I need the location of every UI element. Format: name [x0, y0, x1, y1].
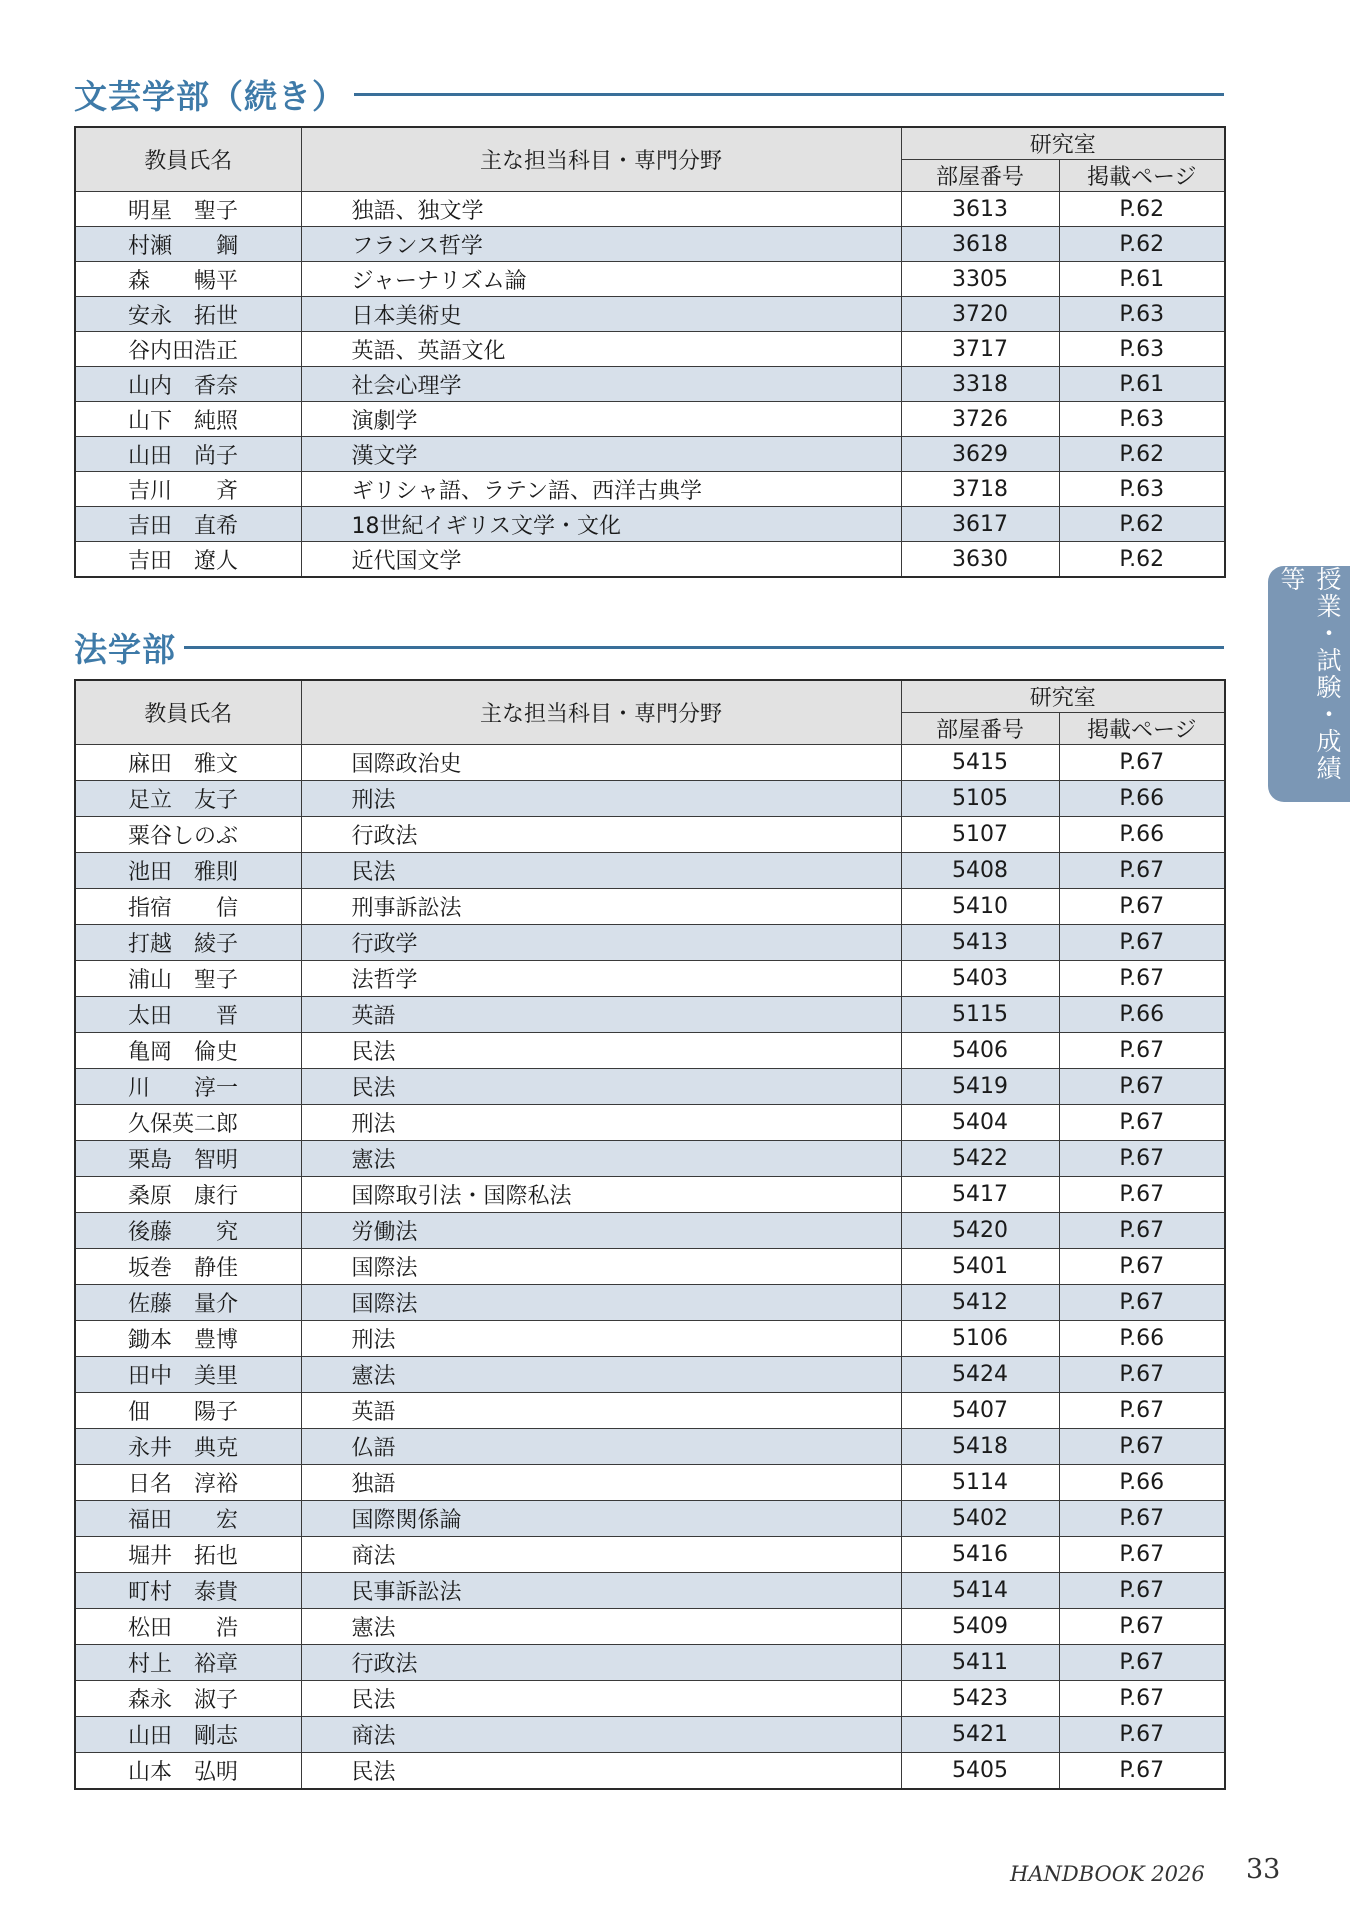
teacher-name: 谷内田浩正	[75, 332, 301, 367]
table-row	[75, 227, 1225, 262]
room-number: 3629	[901, 437, 1059, 472]
page-ref: P.67	[1059, 1213, 1225, 1249]
page-ref: P.67	[1059, 1501, 1225, 1537]
page-ref: P.66	[1059, 997, 1225, 1033]
table-row	[75, 542, 1225, 578]
table-row	[75, 1645, 1225, 1681]
page-ref: P.67	[1059, 1609, 1225, 1645]
table-row	[75, 1753, 1225, 1790]
table-row	[75, 1717, 1225, 1753]
room-number: 5418	[901, 1429, 1059, 1465]
subject: 民法	[301, 853, 901, 889]
room-number: 5412	[901, 1285, 1059, 1321]
room-number: 3618	[901, 227, 1059, 262]
page-ref: P.61	[1059, 367, 1225, 402]
teacher-name: 坂巻 静佳	[75, 1249, 301, 1285]
table-row	[75, 817, 1225, 853]
page-ref: P.67	[1059, 961, 1225, 997]
section-title: 法学部	[74, 629, 176, 669]
header-name: 教員氏名	[75, 680, 301, 745]
room-number: 3617	[901, 507, 1059, 542]
subject: 刑事訴訟法	[301, 889, 901, 925]
subject: 民法	[301, 1033, 901, 1069]
table-row	[75, 1465, 1225, 1501]
subject: 漢文学	[301, 437, 901, 472]
page-ref: P.67	[1059, 1537, 1225, 1573]
subject: 刑法	[301, 1105, 901, 1141]
page-ref: P.63	[1059, 402, 1225, 437]
room-number: 5406	[901, 1033, 1059, 1069]
subject: 英語、英語文化	[301, 332, 901, 367]
room-number: 5415	[901, 745, 1059, 781]
header-page: 掲載ページ	[1059, 160, 1225, 192]
room-number: 5420	[901, 1213, 1059, 1249]
page-ref: P.62	[1059, 227, 1225, 262]
table-row	[75, 1249, 1225, 1285]
table-row	[75, 472, 1225, 507]
teacher-name: 田中 美里	[75, 1357, 301, 1393]
footer-handbook: HANDBOOK 2026	[1010, 1862, 1205, 1886]
room-number: 5413	[901, 925, 1059, 961]
room-number: 5422	[901, 1141, 1059, 1177]
header-subject: 主な担当科目・専門分野	[301, 127, 901, 192]
subject: 行政法	[301, 817, 901, 853]
room-number: 5105	[901, 781, 1059, 817]
subject: 商法	[301, 1717, 901, 1753]
room-number: 5419	[901, 1069, 1059, 1105]
table-row	[75, 1285, 1225, 1321]
table-row	[75, 1429, 1225, 1465]
faculty-table	[74, 679, 1226, 1790]
page-ref: P.67	[1059, 925, 1225, 961]
teacher-name: 山下 純照	[75, 402, 301, 437]
table-row	[75, 1573, 1225, 1609]
subject: 民法	[301, 1681, 901, 1717]
table-row	[75, 925, 1225, 961]
table-row	[75, 192, 1225, 227]
room-number: 5404	[901, 1105, 1059, 1141]
room-number: 3305	[901, 262, 1059, 297]
room-number: 5409	[901, 1609, 1059, 1645]
subject: 憲法	[301, 1141, 901, 1177]
title-rule	[184, 646, 1224, 649]
room-number: 3720	[901, 297, 1059, 332]
page-ref: P.66	[1059, 781, 1225, 817]
room-number: 5414	[901, 1573, 1059, 1609]
teacher-name: 池田 雅則	[75, 853, 301, 889]
subject: 憲法	[301, 1357, 901, 1393]
table-row	[75, 437, 1225, 472]
section-header	[74, 615, 1224, 679]
page-ref: P.67	[1059, 1033, 1225, 1069]
table-row	[75, 1393, 1225, 1429]
subject: 仏語	[301, 1429, 901, 1465]
teacher-name: 佐藤 量介	[75, 1285, 301, 1321]
teacher-name: 佃 陽子	[75, 1393, 301, 1429]
subject: 独語、独文学	[301, 192, 901, 227]
room-number: 5421	[901, 1717, 1059, 1753]
room-number: 5417	[901, 1177, 1059, 1213]
subject: 社会心理学	[301, 367, 901, 402]
subject: 法哲学	[301, 961, 901, 997]
teacher-name: 町村 泰貴	[75, 1573, 301, 1609]
table-row	[75, 853, 1225, 889]
page-ref: P.63	[1059, 332, 1225, 367]
page-ref: P.67	[1059, 1393, 1225, 1429]
teacher-name: 山田 剛志	[75, 1717, 301, 1753]
table-row	[75, 332, 1225, 367]
subject: 演劇学	[301, 402, 901, 437]
section-header	[74, 62, 1224, 126]
table-row	[75, 402, 1225, 437]
teacher-name: 吉田 直希	[75, 507, 301, 542]
subject: 国際関係論	[301, 1501, 901, 1537]
table-row	[75, 507, 1225, 542]
subject: 民法	[301, 1069, 901, 1105]
teacher-name: 堀井 拓也	[75, 1537, 301, 1573]
room-number: 5401	[901, 1249, 1059, 1285]
subject: 民法	[301, 1753, 901, 1790]
room-number: 5403	[901, 961, 1059, 997]
page-ref: P.66	[1059, 817, 1225, 853]
table-row	[75, 781, 1225, 817]
subject: 近代国文学	[301, 542, 901, 578]
side-tab-label: 授業・試験・成績等	[1277, 566, 1342, 782]
page-ref: P.61	[1059, 262, 1225, 297]
subject: 商法	[301, 1537, 901, 1573]
teacher-name: 亀岡 倫史	[75, 1033, 301, 1069]
subject: 英語	[301, 1393, 901, 1429]
subject: 行政法	[301, 1645, 901, 1681]
page-ref: P.66	[1059, 1465, 1225, 1501]
teacher-name: 打越 綾子	[75, 925, 301, 961]
page-ref: P.67	[1059, 745, 1225, 781]
room-number: 5411	[901, 1645, 1059, 1681]
section-title: 文芸学部（続き）	[74, 76, 346, 116]
teacher-name: 太田 晋	[75, 997, 301, 1033]
teacher-name: 栗島 智明	[75, 1141, 301, 1177]
table-row	[75, 1609, 1225, 1645]
page-ref: P.67	[1059, 1069, 1225, 1105]
teacher-name: 鋤本 豊博	[75, 1321, 301, 1357]
table-row	[75, 262, 1225, 297]
teacher-name: 明星 聖子	[75, 192, 301, 227]
teacher-name: 後藤 究	[75, 1213, 301, 1249]
page-ref: P.63	[1059, 297, 1225, 332]
subject: 18世紀イギリス文学・文化	[301, 507, 901, 542]
subject: 労働法	[301, 1213, 901, 1249]
subject: 国際法	[301, 1285, 901, 1321]
table-row	[75, 1537, 1225, 1573]
page-number: 33	[1246, 1854, 1281, 1885]
teacher-name: 粟谷しのぶ	[75, 817, 301, 853]
teacher-name: 山本 弘明	[75, 1753, 301, 1790]
table-row	[75, 1357, 1225, 1393]
subject: 英語	[301, 997, 901, 1033]
table-row	[75, 1501, 1225, 1537]
subject: 国際法	[301, 1249, 901, 1285]
room-number: 5408	[901, 853, 1059, 889]
subject: 刑法	[301, 1321, 901, 1357]
room-number: 3726	[901, 402, 1059, 437]
teacher-name: 足立 友子	[75, 781, 301, 817]
room-number: 3717	[901, 332, 1059, 367]
teacher-name: 村上 裕章	[75, 1645, 301, 1681]
room-number: 3630	[901, 542, 1059, 578]
page-ref: P.67	[1059, 1249, 1225, 1285]
page-ref: P.62	[1059, 542, 1225, 578]
subject: ギリシャ語、ラテン語、西洋古典学	[301, 472, 901, 507]
teacher-name: 麻田 雅文	[75, 745, 301, 781]
teacher-name: 安永 拓世	[75, 297, 301, 332]
subject: ジャーナリズム論	[301, 262, 901, 297]
room-number: 5423	[901, 1681, 1059, 1717]
page-ref: P.67	[1059, 1285, 1225, 1321]
page-ref: P.67	[1059, 1573, 1225, 1609]
table-row	[75, 1177, 1225, 1213]
page-ref: P.67	[1059, 1681, 1225, 1717]
chapter-side-tab[interactable]	[1268, 566, 1350, 802]
page-ref: P.67	[1059, 1429, 1225, 1465]
table-row	[75, 1213, 1225, 1249]
teacher-name: 永井 典克	[75, 1429, 301, 1465]
page-ref: P.67	[1059, 1177, 1225, 1213]
teacher-name: 指宿 信	[75, 889, 301, 925]
page-ref: P.67	[1059, 1357, 1225, 1393]
teacher-name: 松田 浩	[75, 1609, 301, 1645]
teacher-name: 川 淳一	[75, 1069, 301, 1105]
room-number: 5424	[901, 1357, 1059, 1393]
teacher-name: 久保英二郎	[75, 1105, 301, 1141]
room-number: 5410	[901, 889, 1059, 925]
table-row	[75, 1069, 1225, 1105]
page-ref: P.67	[1059, 1753, 1225, 1790]
header-subject: 主な担当科目・専門分野	[301, 680, 901, 745]
table-row	[75, 297, 1225, 332]
table-row	[75, 889, 1225, 925]
table-row	[75, 1033, 1225, 1069]
subject: 行政学	[301, 925, 901, 961]
subject: 独語	[301, 1465, 901, 1501]
teacher-name: 山内 香奈	[75, 367, 301, 402]
room-number: 3718	[901, 472, 1059, 507]
section-hougaku	[74, 615, 1224, 1790]
faculty-table	[74, 126, 1226, 578]
page-ref: P.62	[1059, 507, 1225, 542]
page-ref: P.67	[1059, 1645, 1225, 1681]
header-office: 研究室	[901, 680, 1225, 713]
header-room: 部屋番号	[901, 160, 1059, 192]
subject: 国際取引法・国際私法	[301, 1177, 901, 1213]
page-ref: P.66	[1059, 1321, 1225, 1357]
page-ref: P.62	[1059, 192, 1225, 227]
section-bungei	[74, 62, 1224, 578]
teacher-name: 山田 尚子	[75, 437, 301, 472]
header-room: 部屋番号	[901, 713, 1059, 745]
header-page: 掲載ページ	[1059, 713, 1225, 745]
page-ref: P.63	[1059, 472, 1225, 507]
room-number: 5402	[901, 1501, 1059, 1537]
room-number: 5106	[901, 1321, 1059, 1357]
page-ref: P.67	[1059, 889, 1225, 925]
table-row	[75, 1105, 1225, 1141]
teacher-name: 森永 淑子	[75, 1681, 301, 1717]
teacher-name: 浦山 聖子	[75, 961, 301, 997]
subject: 憲法	[301, 1609, 901, 1645]
teacher-name: 福田 宏	[75, 1501, 301, 1537]
room-number: 5107	[901, 817, 1059, 853]
subject: フランス哲学	[301, 227, 901, 262]
table-row	[75, 1141, 1225, 1177]
room-number: 3318	[901, 367, 1059, 402]
subject: 民事訴訟法	[301, 1573, 901, 1609]
room-number: 5115	[901, 997, 1059, 1033]
page-ref: P.67	[1059, 1105, 1225, 1141]
teacher-name: 日名 淳裕	[75, 1465, 301, 1501]
room-number: 5114	[901, 1465, 1059, 1501]
page-ref: P.67	[1059, 853, 1225, 889]
page-ref: P.67	[1059, 1717, 1225, 1753]
page-ref: P.67	[1059, 1141, 1225, 1177]
teacher-name: 村瀬 鋼	[75, 227, 301, 262]
teacher-name: 森 暢平	[75, 262, 301, 297]
teacher-name: 吉田 遼人	[75, 542, 301, 578]
table-row	[75, 745, 1225, 781]
page-ref: P.62	[1059, 437, 1225, 472]
subject: 日本美術史	[301, 297, 901, 332]
teacher-name: 桑原 康行	[75, 1177, 301, 1213]
header-name: 教員氏名	[75, 127, 301, 192]
subject: 国際政治史	[301, 745, 901, 781]
table-row	[75, 1681, 1225, 1717]
title-rule	[354, 93, 1224, 96]
table-row	[75, 1321, 1225, 1357]
teacher-name: 吉川 斉	[75, 472, 301, 507]
room-number: 5416	[901, 1537, 1059, 1573]
table-row	[75, 997, 1225, 1033]
room-number: 5405	[901, 1753, 1059, 1790]
room-number: 3613	[901, 192, 1059, 227]
table-row	[75, 367, 1225, 402]
room-number: 5407	[901, 1393, 1059, 1429]
subject: 刑法	[301, 781, 901, 817]
header-office: 研究室	[901, 127, 1225, 160]
table-row	[75, 961, 1225, 997]
